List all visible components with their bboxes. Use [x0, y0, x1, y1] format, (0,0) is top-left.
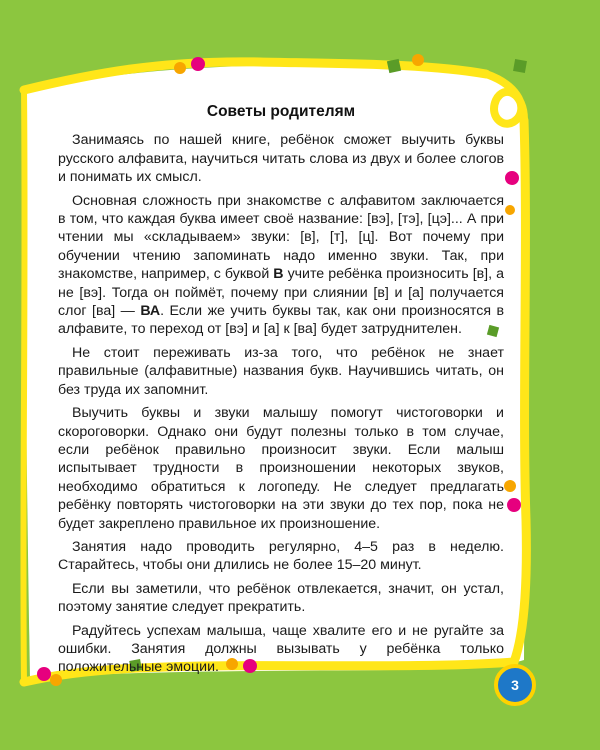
- paragraph-1: Занимаясь по нашей книге, ребёнок сможет выучить буквы русского алфавита, научиться читать слова из двух и более слогов и понимать их смысл.: [58, 132, 504, 186]
- dot-magenta: [37, 667, 51, 681]
- text-block: [58, 103, 504, 677]
- dot-orange: [504, 480, 516, 492]
- dot-orange: [505, 205, 515, 215]
- paragraph-3: Не стоит переживать из-за того, что ребёнок не знает правильные (алфавитные) названия букв. Научившись читать, он без труда их запомнит.: [58, 344, 504, 398]
- page-number-badge: 3: [494, 664, 536, 706]
- syllable-bold: ВА: [140, 303, 161, 320]
- dot-orange: [174, 62, 186, 74]
- paragraph-5: Занятия надо проводить регулярно, 4–5 раз в неделю. Старайтесь, чтобы они длились не более 15–20 минут.: [58, 538, 504, 574]
- paragraph-6: Если вы заметили, что ребёнок отвлекается, значит, он устал, поэтому занятие следует прекратить.: [58, 580, 504, 616]
- yellow-frame-left: [23, 90, 24, 682]
- paragraph-4: Выучить буквы и звуки малышу помогут чистоговорки и скороговорки. Однако они будут полезны только в том случае, если ребёнок правильно произносит звуки. Если малыш испытывает трудности в произношении некоторых звуков, необходимо обратиться к логопеду. Не следует предлагать ребёнку повторять чистоговорки на эти звуки до тех пор, пока не будет закреплено правильное их произношение.: [58, 405, 504, 532]
- dot-magenta: [191, 57, 205, 71]
- dot-magenta: [507, 498, 521, 512]
- letter-bold: В: [273, 266, 284, 283]
- square-green: [513, 59, 527, 73]
- dot-magenta: [505, 171, 519, 185]
- paragraph-7: Радуйтесь успехам малыша, чаще хвалите его и не ругайте за ошибки. Занятия должны вызывать у ребёнка только положительные эмоции.: [58, 622, 504, 676]
- page-title: Советы родителям: [206, 103, 356, 120]
- paragraph-2: Основная сложность при знакомстве с алфавитом заключается в том, что каждая буква имеет своё название: [вэ], [тэ], [цэ]... А при чтении мы «складываем» звуки: [в], [т], [ц]. Вот почему при обучении чтению запоминать надо именно звуки. Так, при знакомстве, например, с буквой В учите ребёнка произносить [в], а не [вэ]. Тогда он поймёт, почему при слиянии [в] и [а] получается слог [ва] — ВА. Если же учить буквы так, как они произносятся в алфавите, то переход от [вэ] и [а] к [ва] будет затруднителен.: [58, 192, 504, 338]
- square-green: [387, 59, 401, 73]
- dot-orange: [412, 54, 424, 66]
